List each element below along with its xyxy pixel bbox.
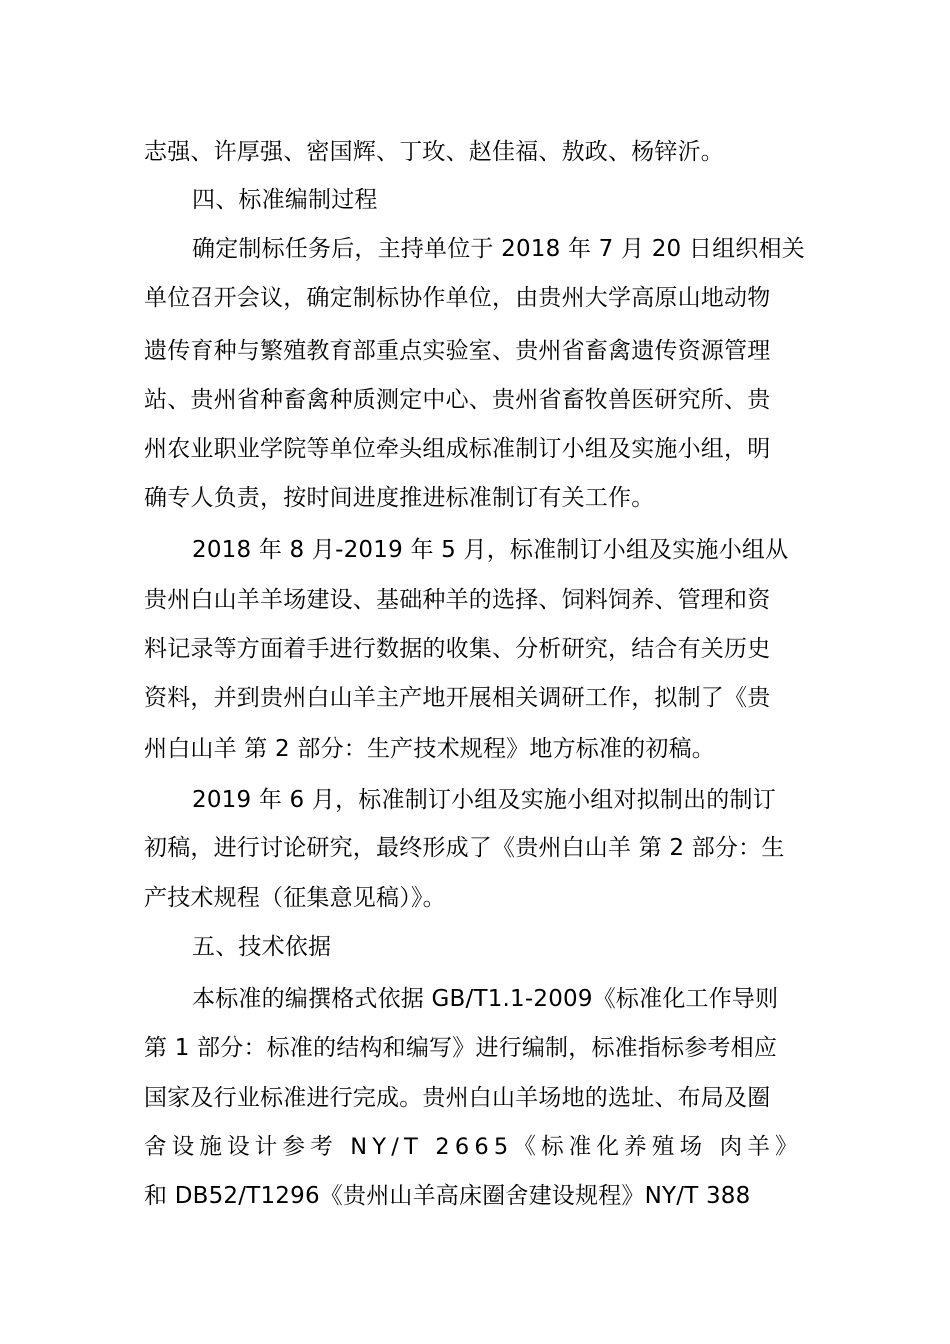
paragraph-line: 资料，并到贵州白山羊主产地开展相关调研工作，拟制了《贵 bbox=[144, 685, 771, 711]
paragraph-line: 志强、许厚强、密国辉、丁玫、赵佳福、敖政、杨锌沂。 bbox=[144, 139, 724, 165]
paragraph-line: 单位召开会议，确定制标协作单位，由贵州大学高原山地动物 bbox=[144, 285, 771, 311]
paragraph-line: 2018 年 8 月-2019 年 5 月，标准制订小组及实施小组从 bbox=[192, 537, 789, 563]
paragraph-line: 和 DB52/T1296《贵州山羊高床圈舍建设规程》NY/T 388 bbox=[144, 1183, 751, 1209]
paragraph-line: 产技术规程（征集意见稿）》。 bbox=[144, 885, 446, 911]
section-heading: 四、标准编制过程 bbox=[192, 187, 378, 213]
paragraph-line: 站、贵州省种畜禽种质测定中心、贵州省畜牧兽医研究所、贵 bbox=[144, 387, 771, 413]
paragraph-line: 国家及行业标准进行完成。贵州白山羊场地的选址、布局及圈 bbox=[144, 1085, 771, 1111]
paragraph-line: 州白山羊 第 2 部分：生产技术规程》地方标准的初稿。 bbox=[144, 736, 715, 762]
paragraph-line: 确定制标任务后，主持单位于 2018 年 7 月 20 日组织相关 bbox=[192, 236, 805, 262]
paragraph-line: 本标准的编撰格式依据 GB/T1.1-2009《标准化工作导则 bbox=[192, 986, 779, 1012]
paragraph-line: 确专人负责，按时间进度推进标准制订有关工作。 bbox=[144, 485, 655, 511]
paragraph-line: 2019 年 6 月，标准制订小组及实施小组对拟制出的制订 bbox=[192, 787, 776, 813]
paragraph-line: 舍设施设计参考 NY/T 2665《标准化养殖场 肉羊》 bbox=[144, 1134, 803, 1160]
section-heading: 五、技术依据 bbox=[192, 934, 332, 960]
paragraph-line: 贵州白山羊羊场建设、基础种羊的选择、饲料饲养、管理和资 bbox=[144, 587, 771, 613]
paragraph-line: 料记录等方面着手进行数据的收集、分析研究，结合有关历史 bbox=[144, 636, 771, 662]
paragraph-line: 遗传育种与繁殖教育部重点实验室、贵州省畜禽遗传资源管理 bbox=[144, 338, 771, 364]
paragraph-line: 初稿，进行讨论研究，最终形成了《贵州白山羊 第 2 部分：生 bbox=[144, 835, 785, 861]
paragraph-line: 州农业职业学院等单位牵头组成标准制订小组及实施小组，明 bbox=[144, 436, 771, 462]
paragraph-line: 第 1 部分：标准的结构和编写》进行编制，标准指标参考相应 bbox=[144, 1035, 778, 1061]
